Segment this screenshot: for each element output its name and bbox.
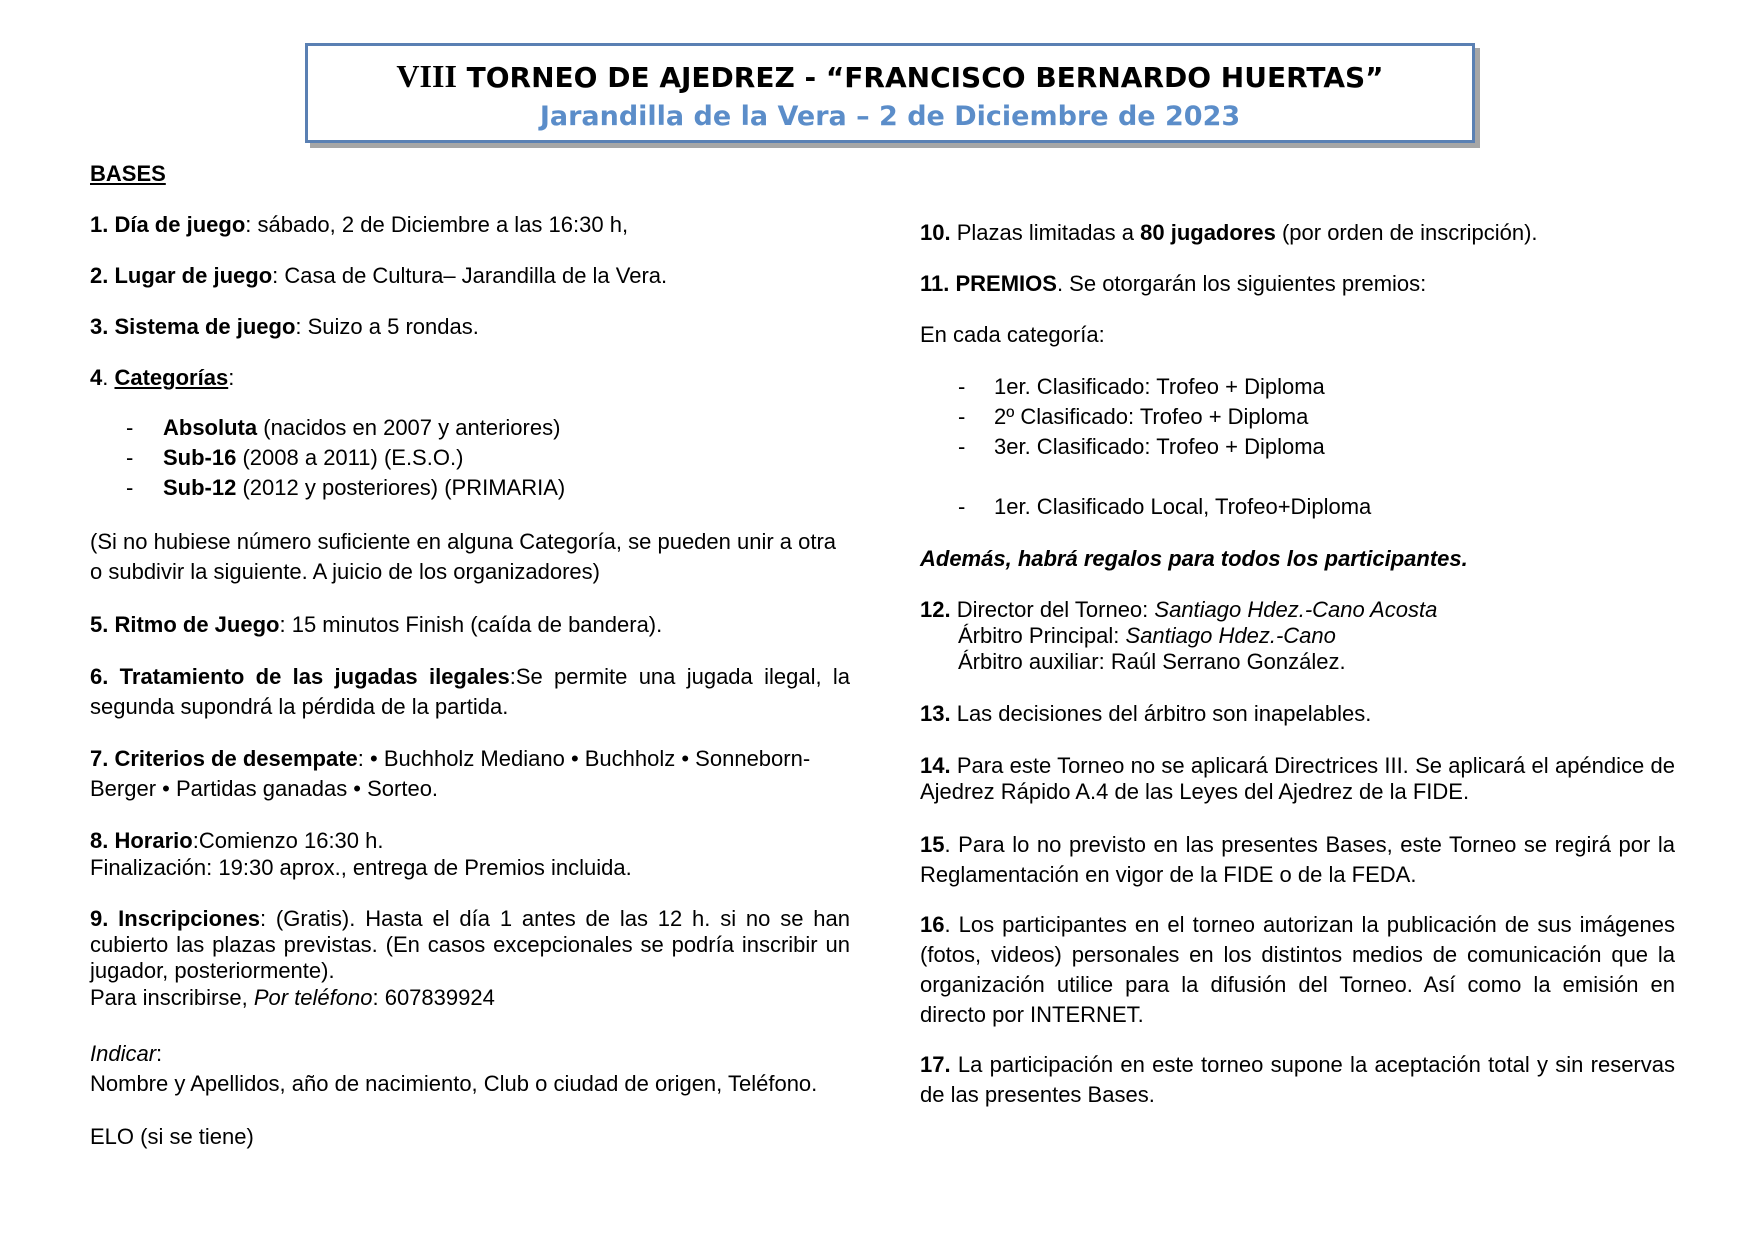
- rule-9-phone: Para inscribirse, Por teléfono: 607839924: [90, 985, 495, 1010]
- rule-7: 7. Criterios de desempate: • Buchholz Mediano • Buchholz • Sonneborn-Berger • Partidas ganadas • Sorteo.: [90, 746, 811, 801]
- rule-6: 6. Tratamiento de las jugadas ilegales:Se permite una jugada ilegal, la segunda supondrá la pérdida de la partida.: [90, 664, 850, 719]
- rule-11: 11. PREMIOS. Se otorgarán los siguientes premios:: [920, 271, 1427, 296]
- rule-13: 13. Las decisiones del árbitro son inapelables.: [920, 701, 1372, 726]
- gifts-note: Además, habrá regalos para todos los participantes.: [920, 546, 1468, 571]
- indicar-text: Nombre y Apellidos, año de nacimiento, Club o ciudad de origen, Teléfono.: [90, 1071, 818, 1096]
- rule-9: 9. Inscripciones: (Gratis). Hasta el día 1 antes de las 12 h. si no se han cubierto las plazas previstas. (En casos excepcionales se podría inscribir un jugador, posteriormente).: [90, 906, 850, 983]
- document-subtitle: Jarandilla de la Vera – 2 de Diciembre de 2023: [539, 101, 1241, 132]
- rule-12: 12. Director del Torneo: Santiago Hdez.-Cano Acosta: [920, 597, 1438, 622]
- title-box: [305, 43, 1475, 143]
- rule-4: 4. Categorías:: [90, 365, 235, 390]
- rule-1: 1. Día de juego: sábado, 2 de Diciembre a las 16:30 h,: [90, 212, 629, 237]
- rule-15: 15. Para lo no previsto en las presentes Bases, este Torneo se regirá por la Reglamentación en vigor de la FIDE o de la FEDA.: [920, 832, 1675, 887]
- rule-5: 5. Ritmo de Juego: 15 minutos Finish (caída de bandera).: [90, 612, 663, 637]
- indicar-elo: ELO (si se tiene): [90, 1124, 254, 1149]
- rule-8: 8. Horario:Comienzo 16:30 h.: [90, 828, 384, 853]
- rule-16: 16. Los participantes en el torneo autorizan la publicación de sus imágenes (fotos, videos) personales en los distintos medios de comunicación que la organización utilice para la difusión del Torneo. Así como la emisión en directo por INTERNET.: [920, 912, 1675, 1027]
- rule-10: 10. Plazas limitadas a 80 jugadores (por orden de inscripción).: [920, 220, 1538, 245]
- rule-17: 17. La participación en este torneo supone la aceptación total y sin reservas de las presentes Bases.: [920, 1052, 1675, 1107]
- rule-2: 2. Lugar de juego: Casa de Cultura– Jarandilla de la Vera.: [90, 263, 668, 288]
- rule-12-principal: Árbitro Principal: Santiago Hdez.-Cano: [958, 623, 1336, 648]
- rule-3: 3. Sistema de juego: Suizo a 5 rondas.: [90, 314, 479, 339]
- categories-note: (Si no hubiese número suficiente en alguna Categoría, se pueden unir a otra o subdivir la siguiente. A juicio de los organizadores): [90, 529, 837, 584]
- each-category: En cada categoría:: [920, 322, 1105, 347]
- rule-12-auxiliar: Árbitro auxiliar: Raúl Serrano González.: [958, 649, 1346, 674]
- document-title: VIII TORNEO DE AJEDREZ - “FRANCISCO BERNARDO HUERTAS”: [396, 58, 1384, 94]
- bases-heading: BASES: [90, 161, 166, 186]
- indicar-heading: Indicar:: [90, 1041, 163, 1066]
- rule-8-end: Finalización: 19:30 aprox., entrega de Premios incluida.: [90, 855, 632, 880]
- rule-14: 14. Para este Torneo no se aplicará Directrices III. Se aplicará el apéndice de Ajedrez Rápido A.4 de las Leyes del Ajedrez de la FIDE.: [920, 753, 1675, 804]
